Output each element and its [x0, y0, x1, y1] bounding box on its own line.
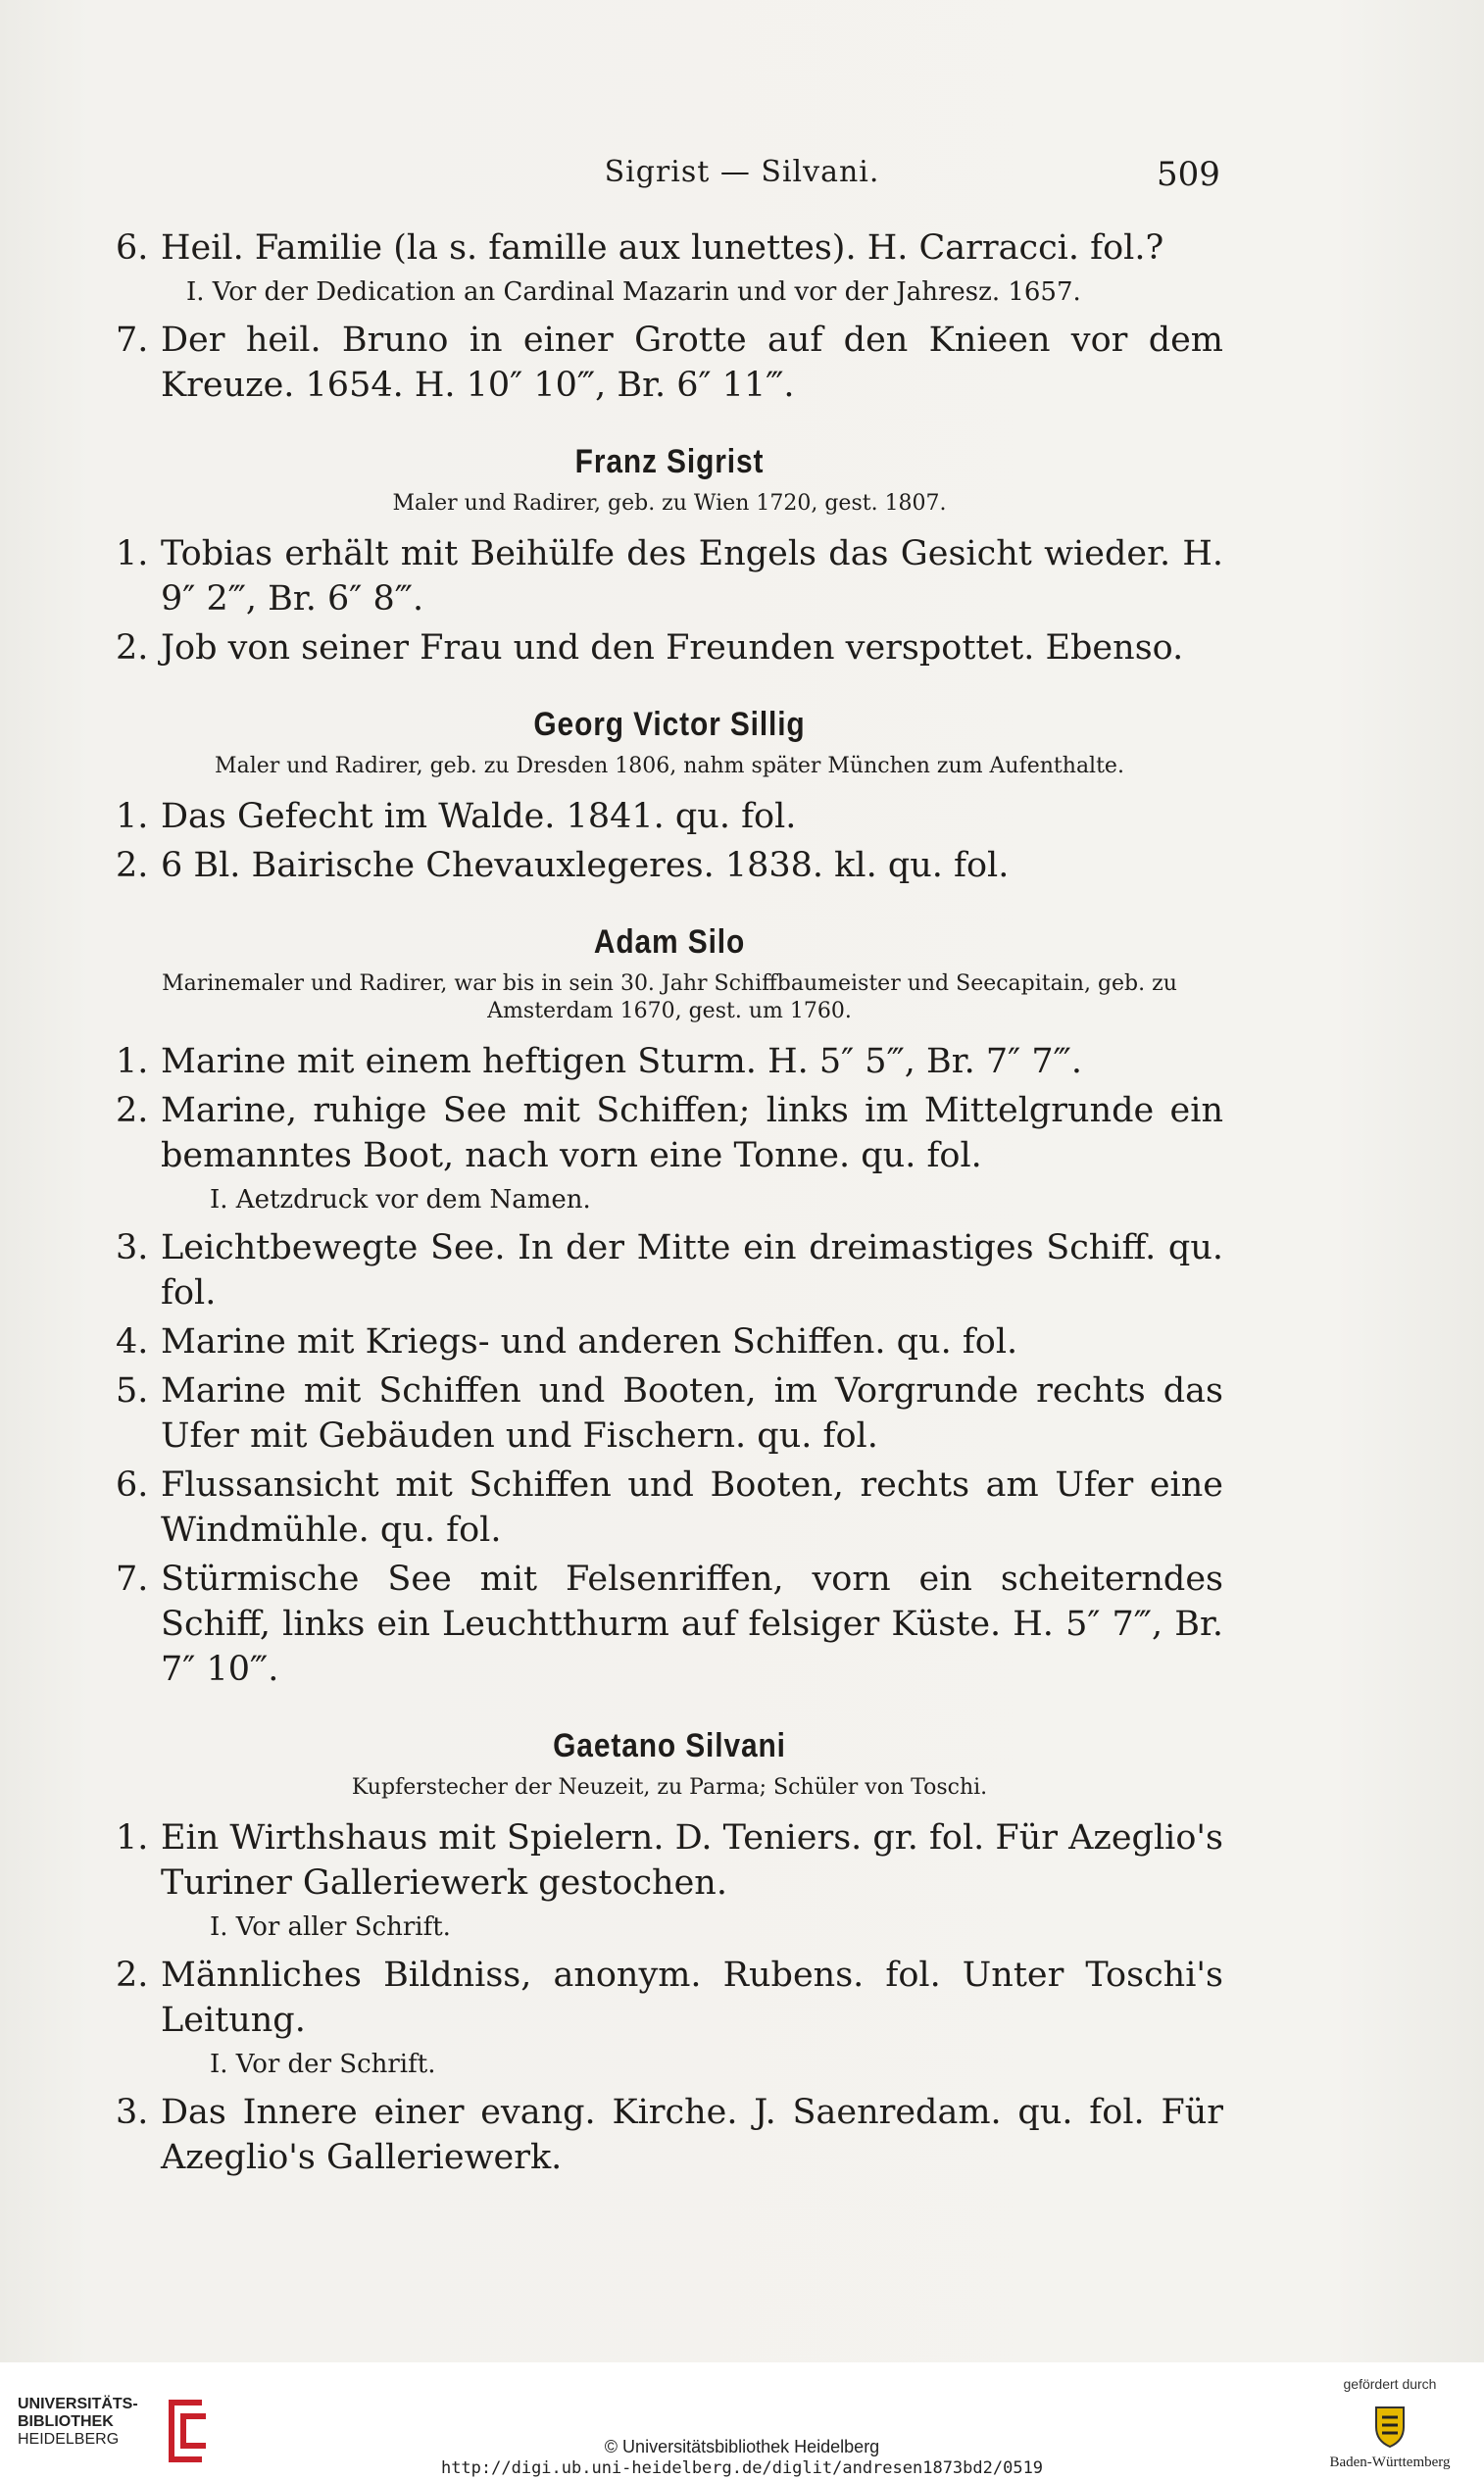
entry-number: 1.: [116, 797, 149, 836]
catalog-entry: [116, 1463, 1223, 1553]
catalog-entry: [116, 843, 1223, 888]
entry-text: Heil. Familie (la s. famille aux lunettes). H. Carracci. fol.?: [161, 228, 1164, 268]
entry-number: 3.: [116, 2093, 149, 2132]
page-number: 509: [1157, 155, 1220, 194]
entry-text: Marine, ruhige See mit Schiffen; links im Mittelgrunde ein bemanntes Boot, nach vorn eine Tonne. qu. fol.: [161, 1091, 1223, 1175]
catalog-entry: [116, 2090, 1223, 2180]
state-seal-icon: [1372, 2402, 1408, 2449]
artist-heading: [116, 1721, 1223, 1802]
entry-text: Leichtbewegte See. In der Mitte ein dreimastiges Schiff. qu. fol.: [161, 1228, 1223, 1313]
catalog-entry: [116, 1225, 1223, 1315]
sponsor[interactable]: [1302, 2376, 1478, 2474]
entry-number: 2.: [116, 628, 149, 668]
entry-number: 7.: [116, 1560, 149, 1599]
artist-name: Franz Sigrist: [574, 443, 765, 480]
sponsor-label: gefördert durch: [1343, 2376, 1437, 2392]
catalog-entry: [116, 225, 1223, 271]
entry-number: 2.: [116, 846, 149, 885]
library-name-line2: BIBLIOTHEK: [18, 2413, 114, 2430]
copyright-notice: © Universitätsbibliothek Heidelberg: [604, 2437, 880, 2456]
entry-text: Das Innere einer evang. Kirche. J. Saenredam. qu. fol. Für Azeglio's Galleriewerk.: [161, 2093, 1223, 2177]
entry-text: 6 Bl. Bairische Chevauxlegeres. 1838. kl. qu. fol.: [161, 846, 1010, 885]
entry-number: 1.: [116, 1818, 149, 1858]
state-note: I. Vor aller Schrift.: [210, 1912, 451, 1942]
catalog-entry: [116, 318, 1223, 408]
entry-number: 2.: [116, 1091, 149, 1130]
entry-number: 5.: [116, 1371, 149, 1411]
permalink[interactable]: http://digi.ub.uni-heidelberg.de/diglit/andresen1873bd2/0519: [440, 2458, 1044, 2478]
artist-bio: Maler und Radirer, geb. zu Dresden 1806, nahm später München zum Aufenthalte.: [215, 754, 1124, 778]
artist-heading: [116, 700, 1223, 780]
library-name-line3: HEIDELBERG: [18, 2431, 120, 2448]
entry-number: 2.: [116, 1956, 149, 1995]
entry-text: Tobias erhält mit Beihülfe des Engels das Gesicht wieder. H. 9″ 2‴, Br. 6″ 8‴.: [161, 534, 1223, 619]
entry-number: 1.: [116, 534, 149, 573]
state-note: I. Vor der Dedication an Cardinal Mazarin und vor der Jahresz. 1657.: [186, 277, 1081, 307]
catalog-entry: [116, 1953, 1223, 2043]
artist-name: Adam Silo: [593, 923, 746, 961]
entry-text: Ein Wirthshaus mit Spielern. D. Teniers. gr. fol. Für Azeglio's Turiner Galleriewerk gestochen.: [161, 1818, 1223, 1903]
entry-number: 3.: [116, 1228, 149, 1267]
entry-text: Der heil. Bruno in einer Grotte auf den Knieen vor dem Kreuze. 1654. H. 10″ 10‴, Br. 6″ 11‴.: [161, 321, 1223, 405]
artist-bio: Maler und Radirer, geb. zu Wien 1720, gest. 1807.: [392, 491, 947, 516]
artist-name: Georg Victor Sillig: [533, 706, 806, 743]
running-title: Sigrist — Silvani.: [604, 155, 880, 189]
catalog-entry: [116, 794, 1223, 839]
entry-text: Marine mit einem heftigen Sturm. H. 5″ 5‴, Br. 7″ 7‴.: [161, 1042, 1082, 1081]
entry-number: 6.: [116, 1465, 149, 1505]
entry-number: 7.: [116, 321, 149, 360]
library-name-line1: UNIVERSITÄTS-: [18, 2396, 138, 2412]
catalog-entry: [116, 1815, 1223, 1906]
entry-text: Job von seiner Frau und den Freunden verspottet. Ebenso.: [161, 628, 1184, 668]
entry-text: Flussansicht mit Schiffen und Booten, rechts am Ufer eine Windmühle. qu. fol.: [161, 1465, 1223, 1550]
entry-text: Männliches Bildniss, anonym. Rubens. fol. Unter Toschi's Leitung.: [161, 1956, 1223, 2040]
catalog-entry: [116, 1368, 1223, 1459]
catalog-entry: [116, 1039, 1223, 1084]
running-head: [0, 155, 1484, 204]
entry-text: Das Gefecht im Walde. 1841. qu. fol.: [161, 797, 797, 836]
entry-number: 4.: [116, 1322, 149, 1362]
catalog-entry: [116, 625, 1223, 670]
artist-heading: [116, 918, 1223, 1025]
entry-text: Marine mit Kriegs- und anderen Schiffen. qu. fol.: [161, 1322, 1018, 1362]
catalog-entry: [116, 1088, 1223, 1178]
entry-text: Stürmische See mit Felsenriffen, vorn ein scheiterndes Schiff, links ein Leuchtthurm auf felsiger Küste. H. 5″ 7‴, Br. 7″ 10‴.: [161, 1560, 1223, 1689]
catalog-entry: [116, 1557, 1223, 1692]
catalog-entry: [116, 531, 1223, 621]
artist-bio: Kupferstecher der Neuzeit, zu Parma; Schüler von Toschi.: [351, 1775, 988, 1800]
artist-heading: [116, 437, 1223, 518]
sponsor-name: Baden-Württemberg: [1329, 2455, 1451, 2470]
page-body: [116, 225, 1223, 2184]
entry-number: 6.: [116, 228, 149, 268]
catalog-entry: [116, 1319, 1223, 1364]
state-note: I. Vor der Schrift.: [210, 2050, 436, 2079]
artist-name: Gaetano Silvani: [553, 1727, 786, 1764]
artist-bio: Marinemaler und Radirer, war bis in sein 30. Jahr Schiffbaumeister und Seecapitain, geb. zu Amsterdam 1670, gest. um 1760.: [162, 971, 1177, 1023]
state-note: I. Aetzdruck vor dem Namen.: [210, 1185, 591, 1215]
entry-text: Marine mit Schiffen und Booten, im Vorgrunde rechts das Ufer mit Gebäuden und Fischern. qu. fol.: [161, 1371, 1223, 1456]
entry-number: 1.: [116, 1042, 149, 1081]
